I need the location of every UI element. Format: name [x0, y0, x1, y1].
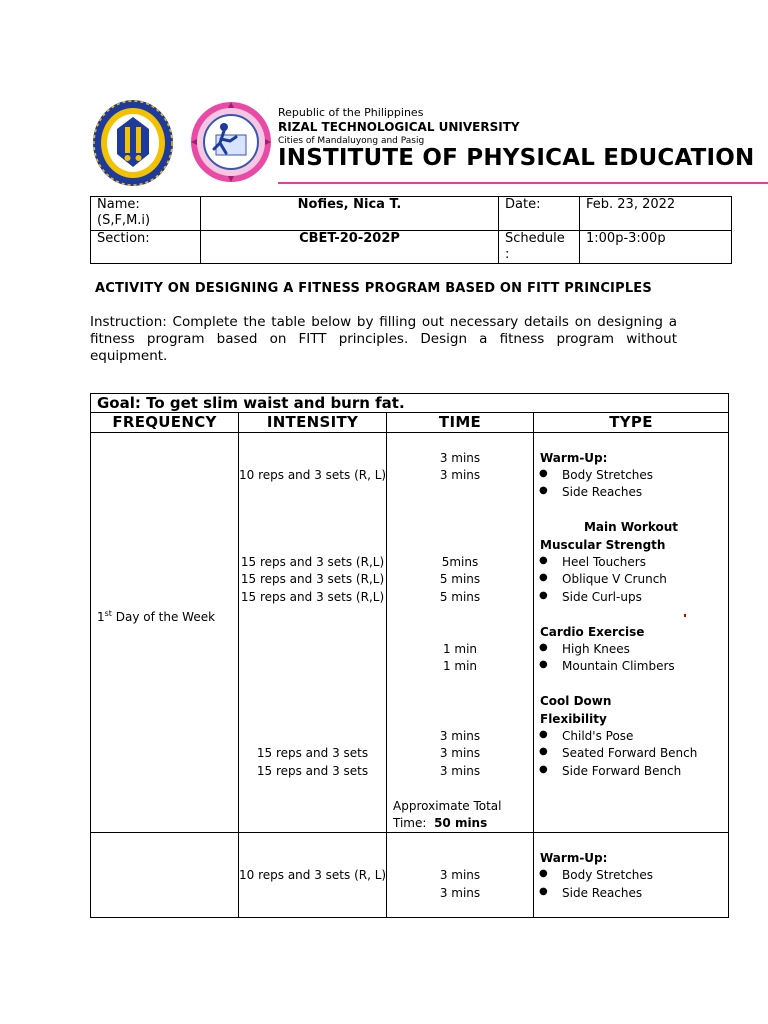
exercise-item: Side Curl-ups — [562, 590, 642, 604]
intensity-line: 15 reps and 3 sets (R,L) — [240, 590, 385, 604]
intensity-line: 15 reps and 3 sets (R,L) — [240, 555, 385, 569]
main-workout-heading: Main Workout — [583, 520, 679, 534]
day1-time-cell — [387, 433, 534, 833]
exercise-item: Side Forward Bench — [562, 764, 682, 778]
bullet-icon: ● — [539, 642, 548, 653]
institute-seal — [190, 97, 272, 187]
time-line: 5mins — [441, 555, 479, 569]
total-label: Approximate Total — [393, 799, 502, 813]
instruction-text: Instruction: Complete the table below by filling out necessary details on designing a fitness program based on FITT principles. Design a fitness program without equipment. — [90, 314, 677, 364]
exercise-item: Heel Touchers — [562, 555, 646, 569]
intensity-line: 15 reps and 3 sets (R,L) — [240, 572, 385, 586]
schedule-colon: : — [505, 247, 510, 262]
exercise-item: Body Stretches — [562, 868, 654, 882]
day1-frequency-cell — [91, 433, 239, 833]
exercise-item: Child's Pose — [562, 729, 634, 743]
warmup-heading: Warm-Up: — [540, 451, 608, 465]
exercise-item: Mountain Climbers — [562, 659, 675, 673]
header-frequency: FREQUENCY — [91, 413, 239, 433]
bullet-icon: ● — [539, 764, 548, 775]
header-type: TYPE — [534, 413, 729, 433]
time-line: 1 min — [442, 659, 478, 673]
bullet-icon: ● — [539, 485, 548, 496]
intensity-line: 10 reps and 3 sets (R, L) — [239, 468, 387, 482]
section-value: CBET-20-202P — [201, 231, 499, 264]
day2-intensity-cell — [239, 833, 387, 918]
exercise-item: Side Reaches — [562, 886, 643, 900]
intensity-line: 15 reps and 3 sets — [256, 764, 369, 778]
name-format: (S,F,M.i) — [97, 213, 151, 228]
time-line: 3 mins — [439, 764, 481, 778]
schedule-label-cell — [499, 231, 580, 264]
date-label: Date: — [499, 197, 580, 231]
total-time: Time: 50 mins — [393, 816, 488, 830]
cardio-heading: Cardio Exercise — [540, 625, 645, 639]
bullet-icon: ● — [539, 868, 548, 879]
exercise-item: Side Reaches — [562, 485, 643, 499]
day2-type-cell — [534, 833, 729, 918]
intensity-line: 10 reps and 3 sets (R, L) — [239, 868, 387, 882]
cooldown-heading: Cool Down — [540, 694, 612, 708]
student-info-table — [90, 196, 732, 264]
institute-title: INSTITUTE OF PHYSICAL EDUCATION — [278, 145, 755, 171]
bullet-icon: ● — [539, 746, 548, 757]
header-time: TIME — [387, 413, 534, 433]
schedule-label: Schedule — [505, 231, 565, 246]
bullet-icon: ● — [539, 468, 548, 479]
name-value: Nofies, Nica T. — [201, 197, 499, 231]
bullet-icon: ● — [539, 729, 548, 740]
header-intensity: INTENSITY — [239, 413, 387, 433]
exercise-item: High Knees — [562, 642, 630, 656]
name-label-cell — [91, 197, 201, 231]
section-label: Section: — [91, 231, 201, 264]
bullet-icon: ● — [539, 659, 548, 670]
university-name: RIZAL TECHNOLOGICAL UNIVERSITY — [278, 120, 520, 134]
goal-text: Goal: To get slim waist and burn fat. — [91, 394, 729, 413]
time-line: 5 mins — [439, 590, 481, 604]
bullet-icon: ● — [539, 886, 548, 897]
time-line: 5 mins — [439, 572, 481, 586]
rtu-university-seal — [92, 99, 174, 187]
muscular-heading: Muscular Strength — [540, 538, 666, 552]
time-line: 3 mins — [439, 451, 481, 465]
exercise-item: Oblique V Crunch — [562, 572, 667, 586]
exercise-item: Body Stretches — [562, 468, 654, 482]
red-mark — [684, 614, 686, 617]
republic-text: Republic of the Philippines — [278, 106, 424, 119]
day2-frequency-cell — [91, 833, 239, 918]
activity-title: ACTIVITY ON DESIGNING A FITNESS PROGRAM BASED ON FITT PRINCIPLES — [95, 281, 652, 296]
date-value: Feb. 23, 2022 — [580, 197, 732, 231]
day1-frequency: 1st Day of the Week — [97, 609, 216, 624]
time-line: 3 mins — [439, 729, 481, 743]
time-line: 1 min — [442, 642, 478, 656]
intensity-line: 15 reps and 3 sets — [256, 746, 369, 760]
day1-intensity-cell — [239, 433, 387, 833]
schedule-value: 1:00p-3:00p — [580, 231, 732, 264]
bullet-icon: ● — [539, 555, 548, 566]
time-line: 3 mins — [439, 868, 481, 882]
bullet-icon: ● — [539, 572, 548, 583]
name-label: Name: — [97, 197, 140, 212]
time-line: 3 mins — [439, 746, 481, 760]
fitt-table — [90, 393, 729, 918]
bullet-icon: ● — [539, 590, 548, 601]
time-line: 3 mins — [439, 468, 481, 482]
day1-type-cell — [534, 433, 729, 833]
header-divider — [278, 182, 768, 184]
flexibility-heading: Flexibility — [540, 712, 607, 726]
cities-text: Cities of Mandaluyong and Pasig — [278, 136, 425, 146]
day2-time-cell — [387, 833, 534, 918]
exercise-item: Seated Forward Bench — [562, 746, 698, 760]
time-line: 3 mins — [439, 886, 481, 900]
warmup-heading: Warm-Up: — [540, 851, 608, 865]
